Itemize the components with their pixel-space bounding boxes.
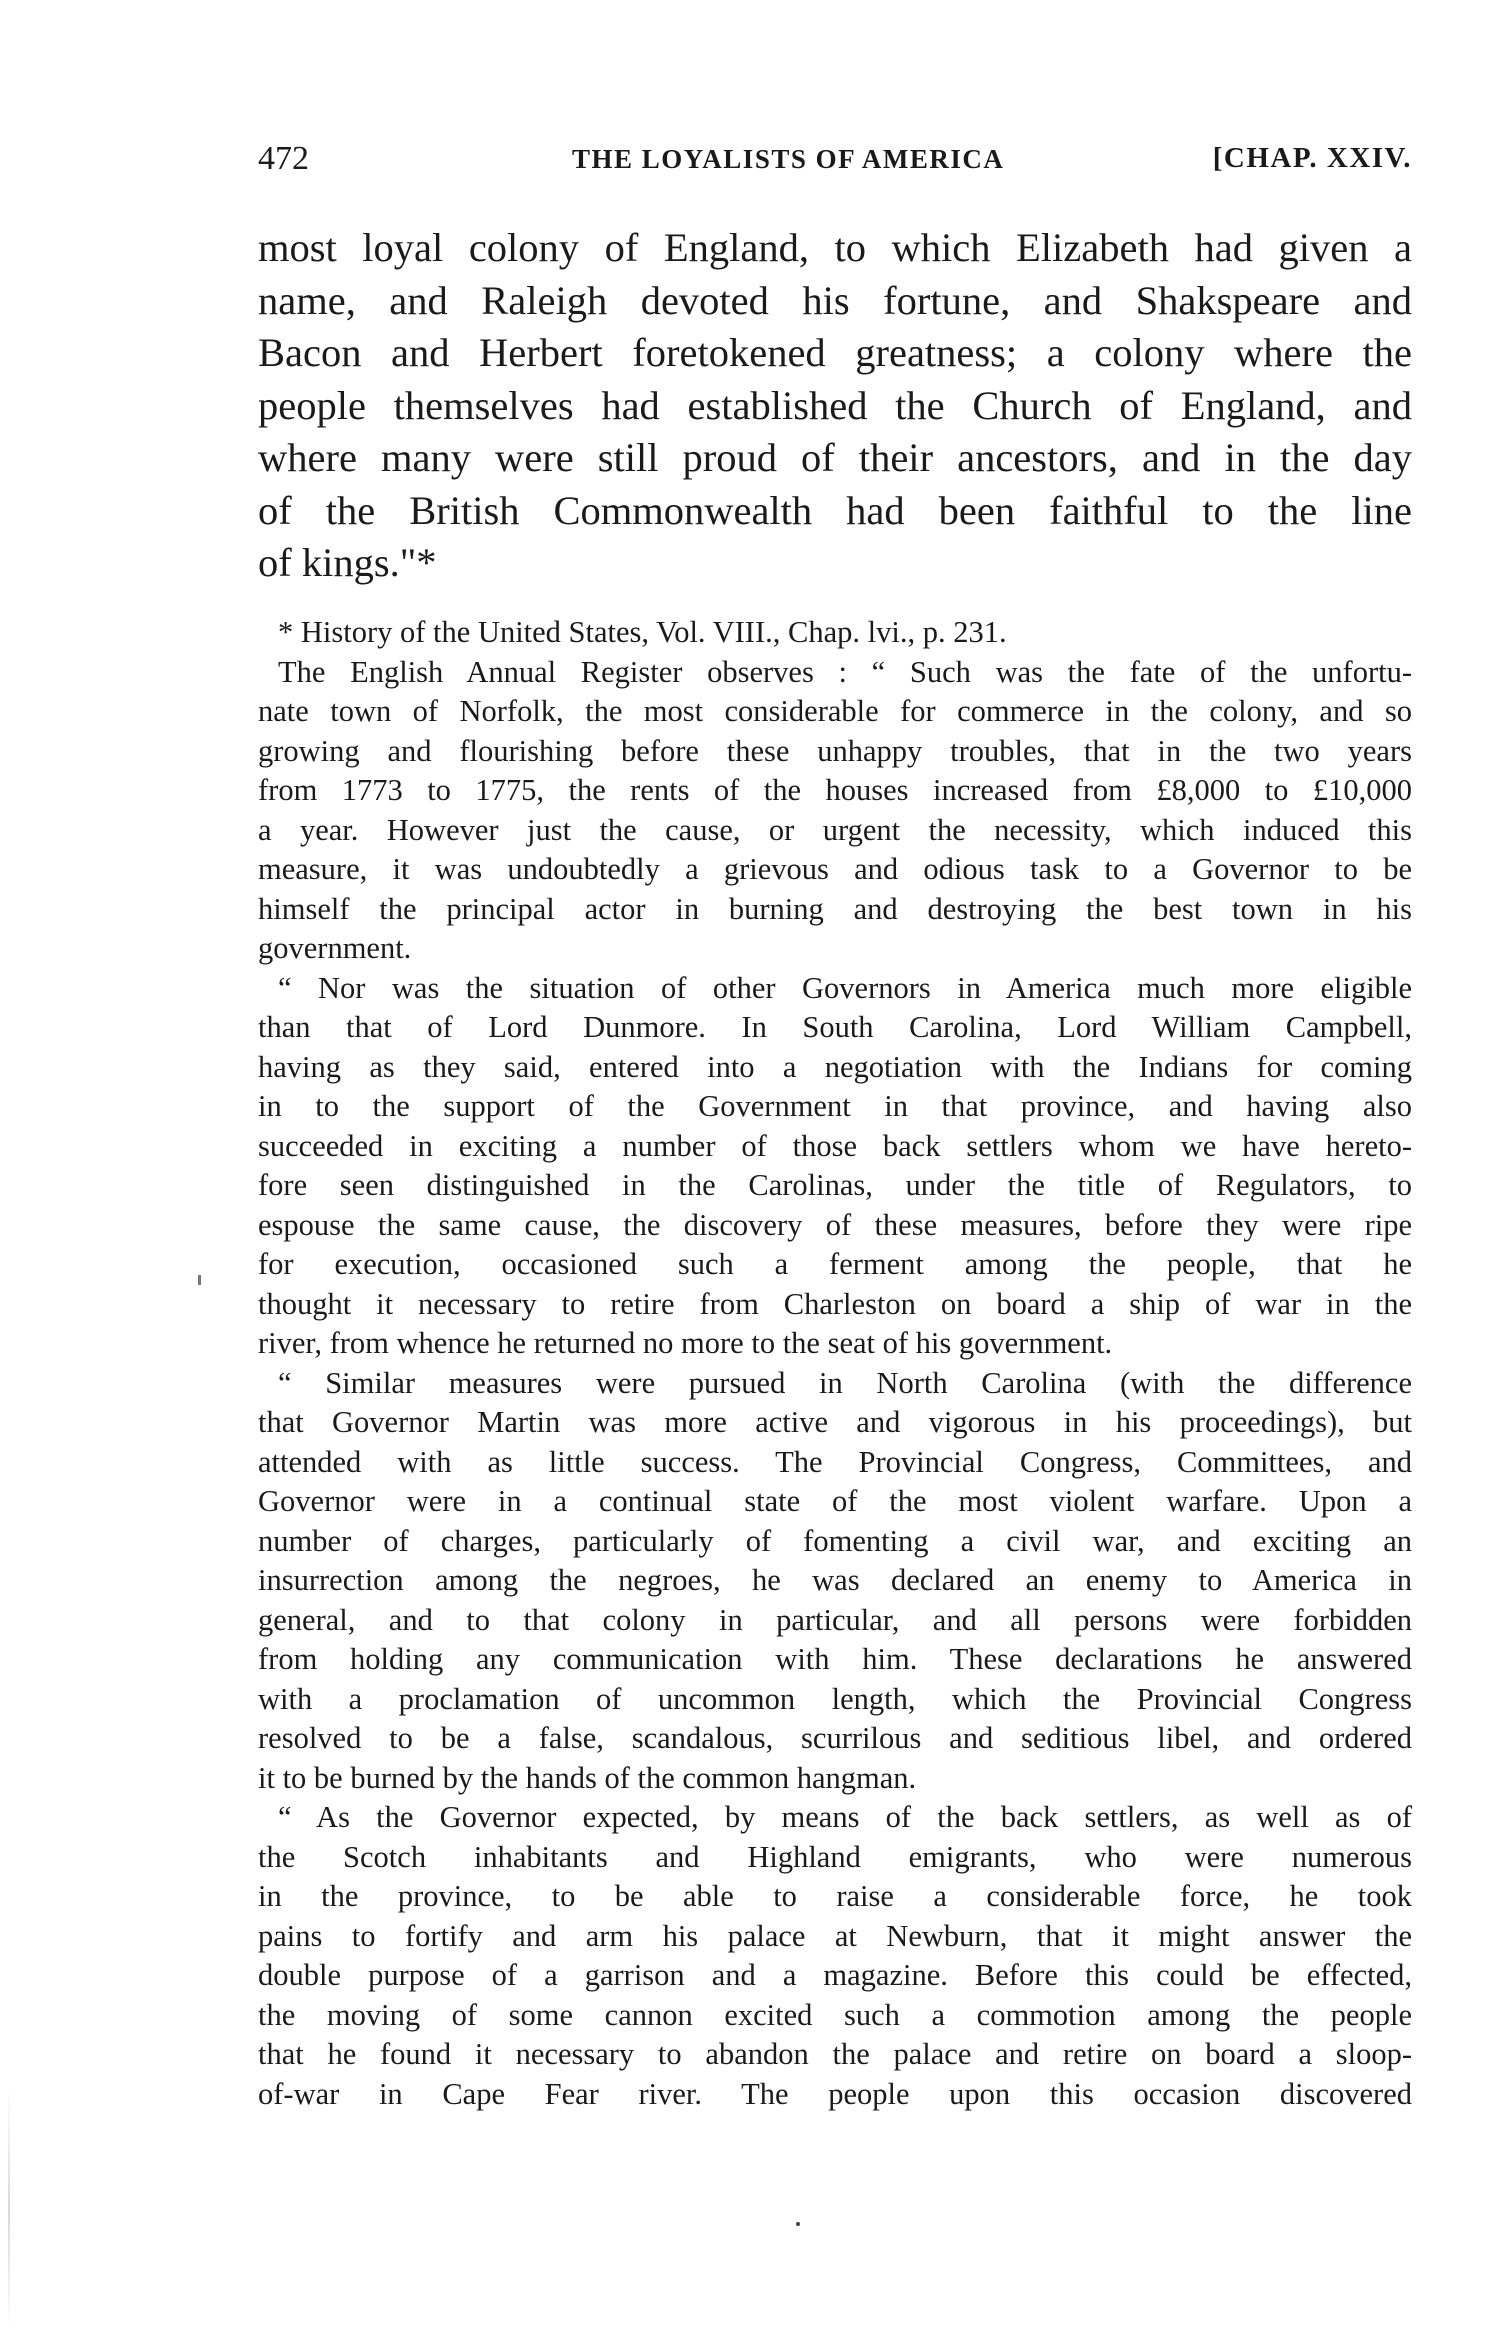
note-line: fore seen distinguished in the Carolinas, under the title of Regulators, to	[258, 1168, 1412, 1202]
note-line: “ As the Governor expected, by means of the back settlers, as well as of	[278, 1800, 1412, 1834]
chapter-label: [CHAP. XXIV.	[1212, 142, 1412, 174]
note-line: resolved to be a false, scandalous, scurrilous and seditious libel, and ordered	[258, 1721, 1412, 1755]
note-line: with a proclamation of uncommon length, which the Provincial Congress	[258, 1681, 1412, 1716]
note-line: double purpose of a garrison and a magazine. Before this could be effected,	[258, 1958, 1412, 1992]
note-line: general, and to that colony in particular, and all persons were forbidden	[258, 1602, 1412, 1637]
note-line: government.	[258, 931, 412, 965]
note-line: succeeded in exciting a number of those back settlers whom we have hereto-	[258, 1128, 1412, 1163]
note-line: the Scotch inhabitants and Highland emigrants, who were numerous	[258, 1839, 1412, 1874]
note-line: it to be burned by the hands of the common hangman.	[258, 1760, 917, 1795]
note-line: nate town of Norfolk, the most considerable for commerce in the colony, and so	[258, 694, 1412, 728]
note-line: from 1773 to 1775, the rents of the houses increased from £8,000 to £10,000	[258, 773, 1412, 807]
book-title: THE LOYALISTS OF AMERICA	[572, 144, 1005, 174]
note-line: the moving of some cannon excited such a commotion among the people	[258, 1997, 1412, 2032]
paragraph-north-carolina	[258, 1364, 1412, 1799]
note-line: in the province, to be able to raise a considerable force, he took	[258, 1879, 1412, 1913]
note-line: for execution, occasioned such a ferment among the people, that he	[258, 1247, 1412, 1281]
note-line: a year. However just the cause, or urgent the necessity, which induced this	[258, 812, 1412, 847]
note-line: espouse the same cause, the discovery of these measures, before they were ripe	[258, 1207, 1412, 1242]
note-line: in to the support of the Government in that province, and having also	[258, 1089, 1412, 1123]
note-line: “ Nor was the situation of other Governors in America much more eligible	[278, 970, 1412, 1005]
note-line: than that of Lord Dunmore. In South Carolina, Lord William Campbell,	[258, 1010, 1412, 1044]
paragraph-annual-register	[258, 653, 1412, 969]
note-line: attended with as little success. The Provincial Congress, Committees, and	[258, 1444, 1412, 1479]
margin-mark	[198, 1275, 201, 1285]
note-line: from holding any communication with him. These declarations he answered	[258, 1642, 1412, 1676]
note-line: growing and flourishing before these unhappy troubles, that in the two years	[258, 733, 1412, 768]
note-line: measure, it was undoubtedly a grievous and odious task to a Governor to be	[258, 852, 1412, 886]
text-line: where many were still proud of their ancestors, and in the day	[258, 435, 1412, 480]
note-line: The English Annual Register observes : “ Such was the fate of the unfortu-	[278, 654, 1412, 689]
page-number: 472	[258, 140, 309, 177]
paragraph-south-carolina	[258, 969, 1412, 1364]
note-line: having as they said, entered into a negotiation with the Indians for coming	[258, 1049, 1412, 1084]
note-line: that Governor Martin was more active and vigorous in his proceedings), but	[258, 1405, 1412, 1439]
note-line: that he found it necessary to abandon the palace and retire on board a sloop-	[258, 2037, 1412, 2071]
notes-block	[258, 613, 1412, 2114]
text-line: of kings."*	[258, 540, 437, 585]
ink-speck	[796, 2222, 800, 2226]
note-line: pains to fortify and arm his palace at Newburn, that it might answer the	[258, 1918, 1412, 1953]
footnote: * History of the United States, Vol. VIII., Chap. lvi., p. 231.	[278, 615, 1007, 649]
text-line: name, and Raleigh devoted his fortune, and Shakspeare and	[258, 277, 1412, 323]
text-line: Bacon and Herbert foretokened greatness; a colony where the	[258, 330, 1412, 375]
note-line: river, from whence he returned no more to the seat of his government.	[258, 1326, 1113, 1360]
text-line: most loyal colony of England, to which Elizabeth had given a	[258, 225, 1412, 270]
note-line: number of charges, particularly of fomenting a civil war, and exciting an	[258, 1523, 1412, 1558]
note-line: himself the principal actor in burning and destroying the best town in his	[258, 891, 1412, 926]
note-line: Governor were in a continual state of the most violent warfare. Upon a	[258, 1484, 1412, 1518]
note-line: of-war in Cape Fear river. The people upon this occasion discovered	[258, 2076, 1412, 2111]
text-line: of the British Commonwealth had been faithful to the line	[258, 487, 1412, 533]
note-line: thought it necessary to retire from Charleston on board a ship of war in the	[258, 1286, 1412, 1321]
text-line: people themselves had established the Church of England, and	[258, 382, 1412, 428]
note-line: insurrection among the negroes, he was declared an enemy to America in	[258, 1563, 1412, 1597]
running-head	[258, 140, 1412, 190]
scan-gutter-shadow	[8, 2090, 10, 2330]
main-text-block	[258, 222, 1412, 590]
paragraph-governor-expected	[258, 1798, 1412, 2114]
note-line: “ Similar measures were pursued in North Carolina (with the difference	[278, 1365, 1412, 1400]
